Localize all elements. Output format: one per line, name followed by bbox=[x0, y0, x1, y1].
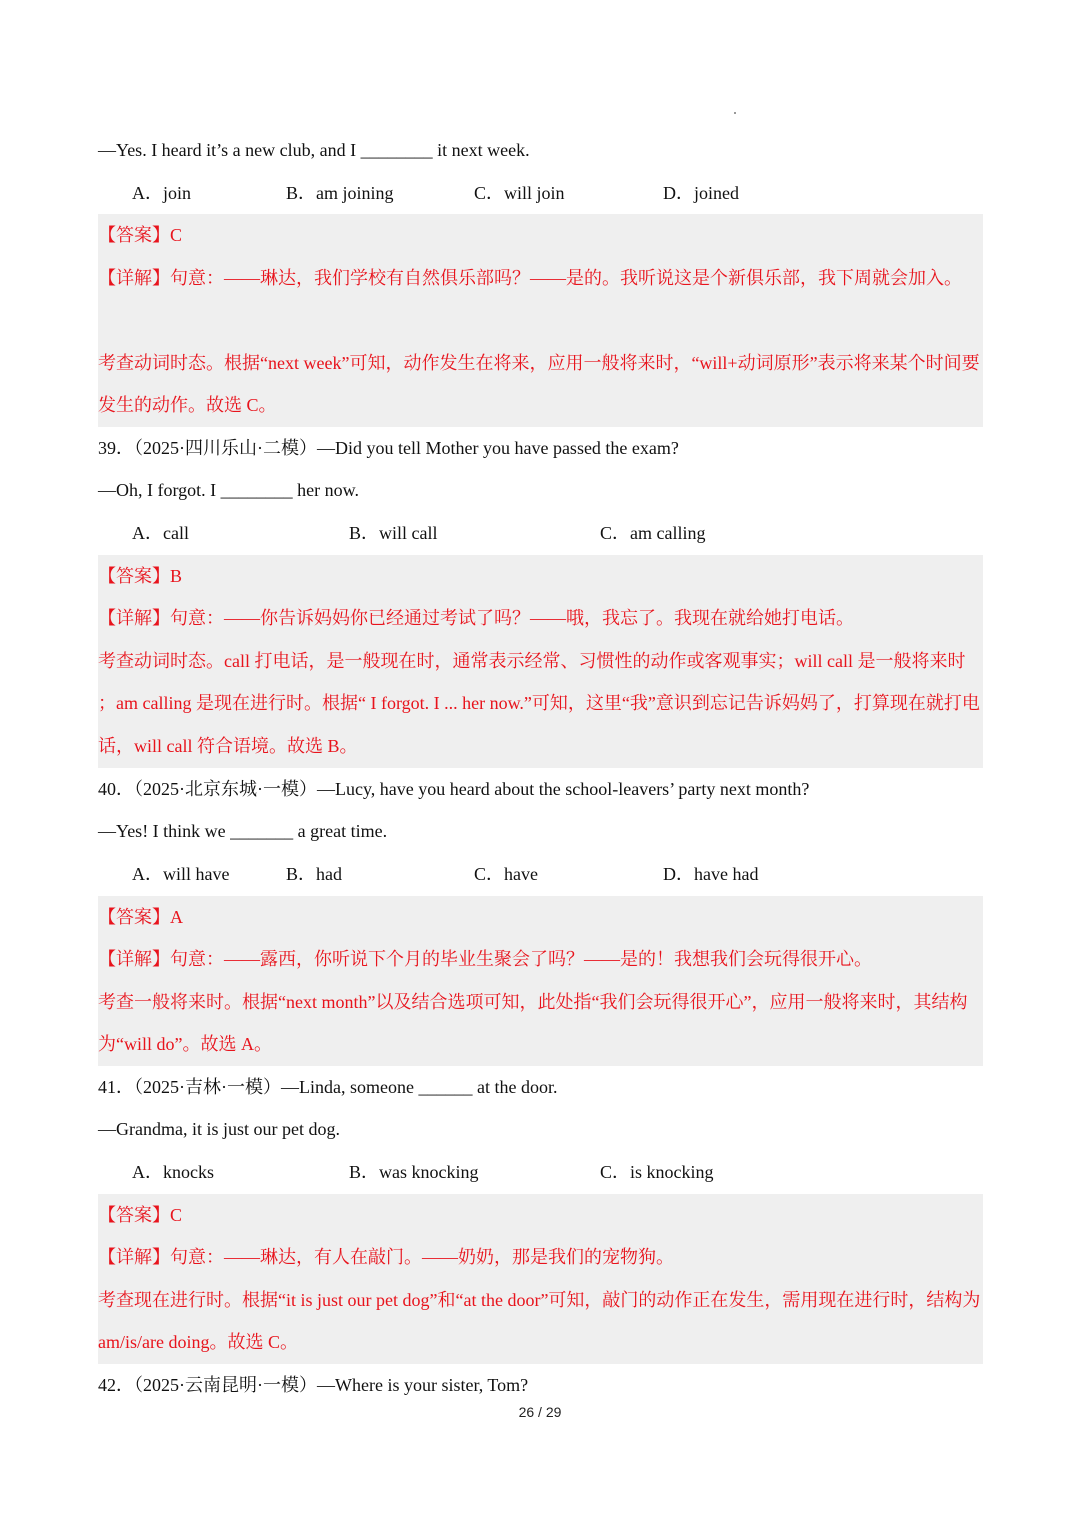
q40-option-c: C．have bbox=[474, 863, 538, 884]
q42-stem: 42．（2025·云南昆明·一模）—Where is your sister, Tom? bbox=[98, 1374, 529, 1395]
q38-answer: 【答案】C bbox=[98, 225, 183, 246]
q40-stem-line2: —Yes! I think we _______ a great time. bbox=[98, 821, 388, 842]
q38-option-b: B．am joining bbox=[286, 182, 394, 203]
q40-detail: 【详解】句意：——露西，你听说下个月的毕业生聚会了吗？——是的！我想我们会玩得很开心。 bbox=[98, 949, 872, 970]
q40-stem: 40．（2025·北京东城·一模）—Lucy, have you heard about the school-leavers’ party next month? bbox=[98, 778, 810, 799]
q41-analysis: 考查现在进行时。根据“it is just our pet dog”和“at the door”可知，敲门的动作正在发生，需用现在进行时，结构为 am/is/are doing。故选 C。 bbox=[98, 1289, 981, 1353]
q38-options bbox=[98, 172, 983, 215]
q39-option-a: A．call bbox=[132, 522, 189, 543]
q41-stem: 41．（2025·吉林·一模）—Linda, someone ______ at the door. bbox=[98, 1076, 558, 1097]
q40-answer-block bbox=[98, 896, 983, 1066]
q41-option-c: C．is knocking bbox=[600, 1161, 714, 1182]
q38-option-d: D．joined bbox=[663, 182, 739, 203]
q40-option-a: A．will have bbox=[132, 863, 230, 884]
q39-stem: 39．（2025·四川乐山·二模）—Did you tell Mother you have passed the exam? bbox=[98, 437, 679, 458]
page-number: 26 / 29 bbox=[518, 1404, 562, 1420]
q38-stem-line2: —Yes. I heard it’s a new club, and I ________ it next week. bbox=[98, 140, 530, 160]
q40-options bbox=[98, 853, 983, 896]
q38-option-a: A．join bbox=[132, 182, 192, 203]
q41-answer: 【答案】C bbox=[98, 1204, 183, 1225]
q39-answer: 【答案】B bbox=[98, 565, 183, 586]
q41-detail: 【详解】句意：——琳达，有人在敲门。——奶奶，那是我们的宠物狗。 bbox=[98, 1247, 674, 1268]
q41-option-a: A．knocks bbox=[132, 1161, 214, 1182]
q39-option-b: B．will call bbox=[349, 522, 438, 543]
q39-detail: 【详解】句意：——你告诉妈妈你已经通过考试了吗？——哦，我忘了。我现在就给她打电话。 bbox=[98, 608, 854, 629]
q38-answer-block bbox=[98, 214, 983, 427]
q40-option-d: D．have had bbox=[663, 863, 759, 884]
q41-stem-line2: —Grandma, it is just our pet dog. bbox=[98, 1119, 340, 1140]
q39-option-c: C．am calling bbox=[600, 522, 706, 543]
q38-option-c: C．will join bbox=[474, 182, 565, 203]
q39-analysis: 考查动词时态。call 打电话，是一般现在时，通常表示经常、习惯性的动作或客观事实；will call 是一般将来时 ；am calling 是现在进行时。根据“ I forgot. I ... her now.”可知，这里“我”意识到忘记告诉妈妈了，打算现在就打电话，will call 符合语境。故选 B。 bbox=[98, 650, 980, 756]
scan-speck bbox=[734, 112, 736, 114]
page-content bbox=[98, 129, 983, 1406]
q39-stem-line2: —Oh, I forgot. I ________ her now. bbox=[98, 480, 359, 501]
q38-analysis: 考查动词时态。根据“next week”可知，动作发生在将来，应用一般将来时，“will+动词原形”表示将来某个时间要发生的动作。故选 C。 bbox=[98, 352, 980, 416]
q41-options bbox=[98, 1151, 983, 1194]
q41-option-b: B．was knocking bbox=[349, 1161, 479, 1182]
q39-answer-block bbox=[98, 555, 983, 768]
q40-analysis: 考查一般将来时。根据“next month”以及结合选项可知，此处指“我们会玩得很开心”，应用一般将来时，其结构为“will do”。故选 A。 bbox=[98, 991, 968, 1055]
q39-options bbox=[98, 512, 983, 555]
q41-answer-block bbox=[98, 1194, 983, 1364]
q40-answer: 【答案】A bbox=[98, 906, 183, 927]
q40-option-b: B．had bbox=[286, 863, 342, 884]
q38-detail: 【详解】句意：——琳达，我们学校有自然俱乐部吗？——是的。我听说这是个新俱乐部，我下周就会加入。 bbox=[98, 267, 962, 288]
